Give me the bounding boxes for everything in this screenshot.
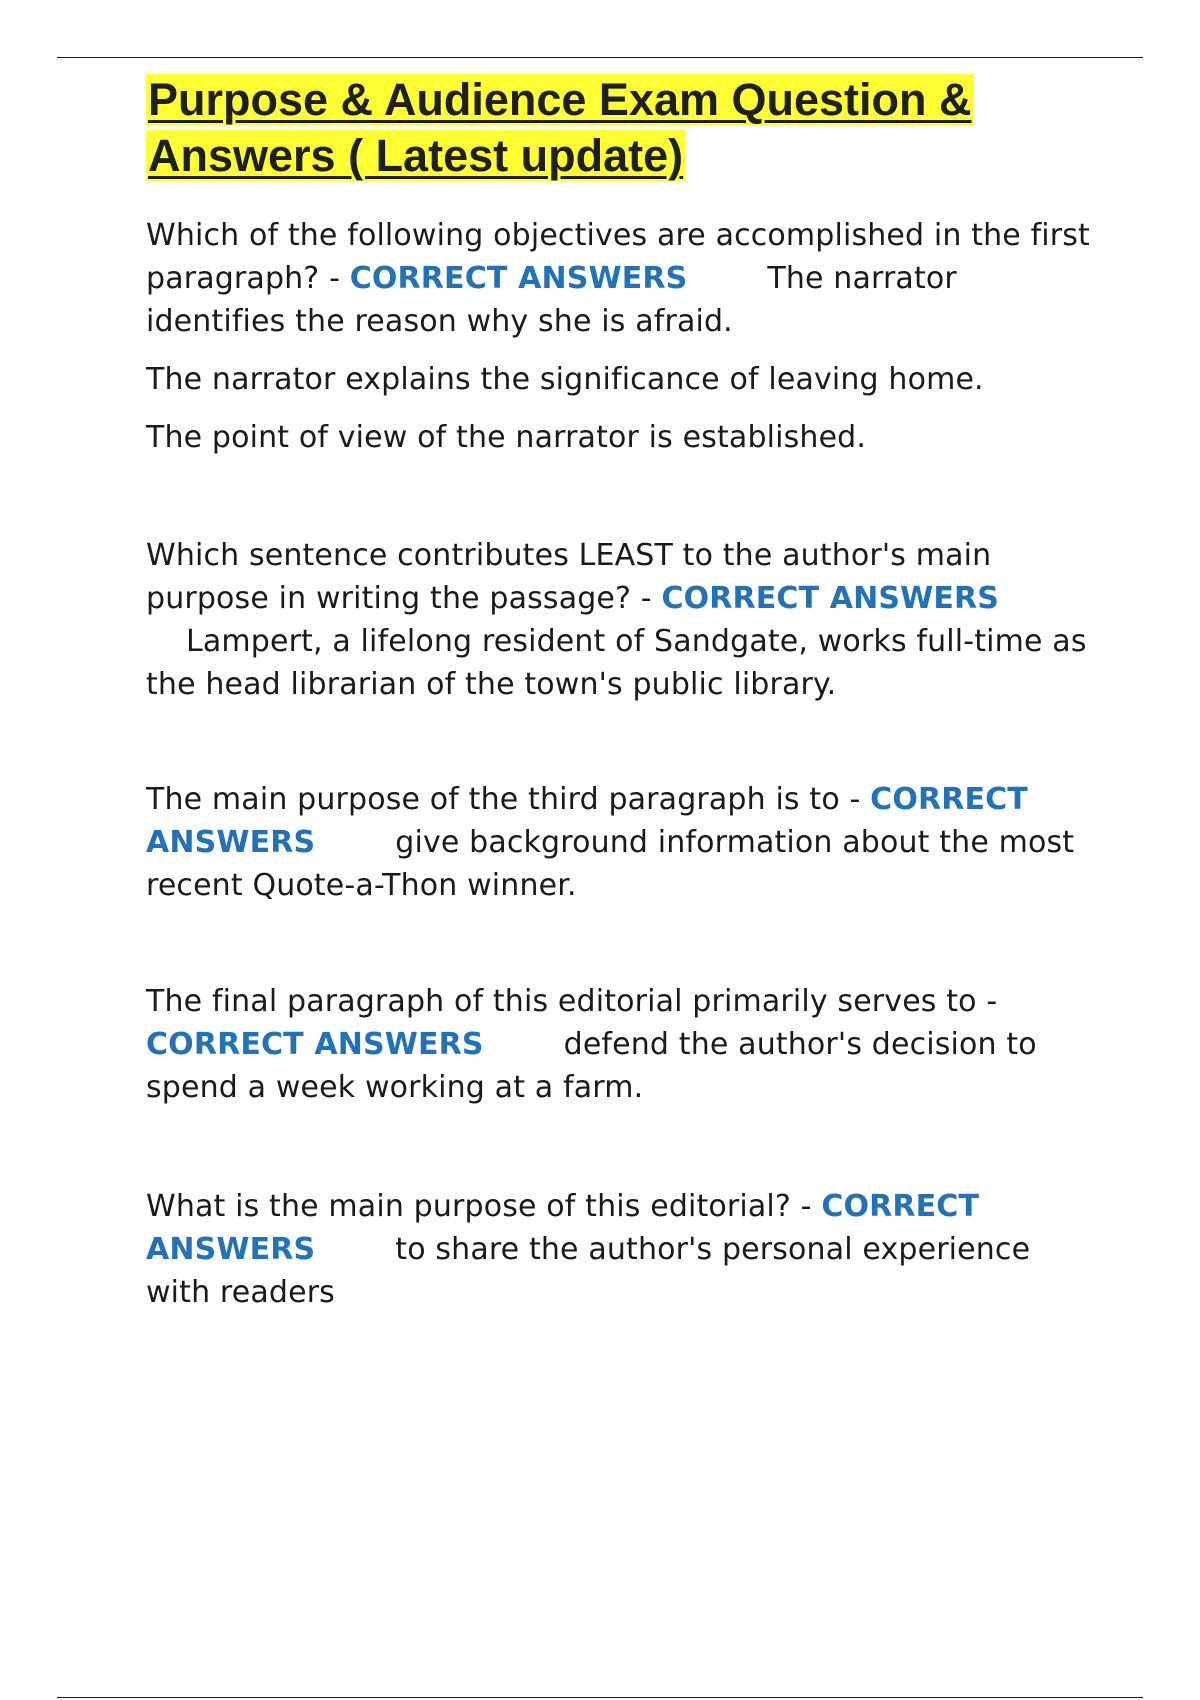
correct-answers-label: CORRECT ANSWERS	[146, 782, 1028, 860]
top-rule	[57, 57, 1143, 58]
question-text: Which of the following objectives are accomplished in the first paragraph? -	[146, 218, 1090, 296]
title-highlight: Purpose & Audience Exam Question & Answers ( Latest update)	[148, 74, 972, 181]
correct-answers-label: CORRECT ANSWERS	[661, 581, 1000, 616]
correct-answers-label: CORRECT ANSWERS	[349, 261, 688, 296]
question-3	[146, 778, 1096, 907]
answer-text: The narrator identifies the reason why she is afraid.	[146, 261, 957, 339]
document-title	[146, 72, 1096, 184]
answer-line: The narrator explains the significance of leaving home.	[146, 362, 984, 397]
document-page	[146, 72, 1096, 1314]
answer-text: Lampert, a lifelong resident of Sandgate, works full-time as the head librarian of the town's public library.	[146, 624, 1087, 702]
question-4	[146, 980, 1096, 1109]
question-text: The final paragraph of this editorial primarily serves to -	[146, 984, 998, 1019]
answer-text: to share the author's personal experience with readers	[146, 1232, 1031, 1310]
question-text: What is the main purpose of this editorial? -	[146, 1189, 812, 1224]
question-2	[146, 534, 1096, 706]
correct-answers-label: CORRECT ANSWERS	[146, 1189, 980, 1267]
answer-text: give background information about the most recent Quote-a-Thon winner.	[146, 825, 1075, 903]
correct-answers-label: CORRECT ANSWERS	[146, 1027, 484, 1062]
question-1	[146, 214, 1096, 343]
bottom-rule	[57, 1697, 1143, 1698]
question-5	[146, 1185, 1096, 1314]
question-text: Which sentence contributes LEAST to the author's main purpose in writing the passage? -	[146, 538, 992, 616]
answer-line: The point of view of the narrator is established.	[146, 420, 867, 455]
question-text: The main purpose of the third paragraph is to -	[146, 782, 861, 817]
answer-text: defend the author's decision to spend a week working at a farm.	[146, 1027, 1037, 1105]
